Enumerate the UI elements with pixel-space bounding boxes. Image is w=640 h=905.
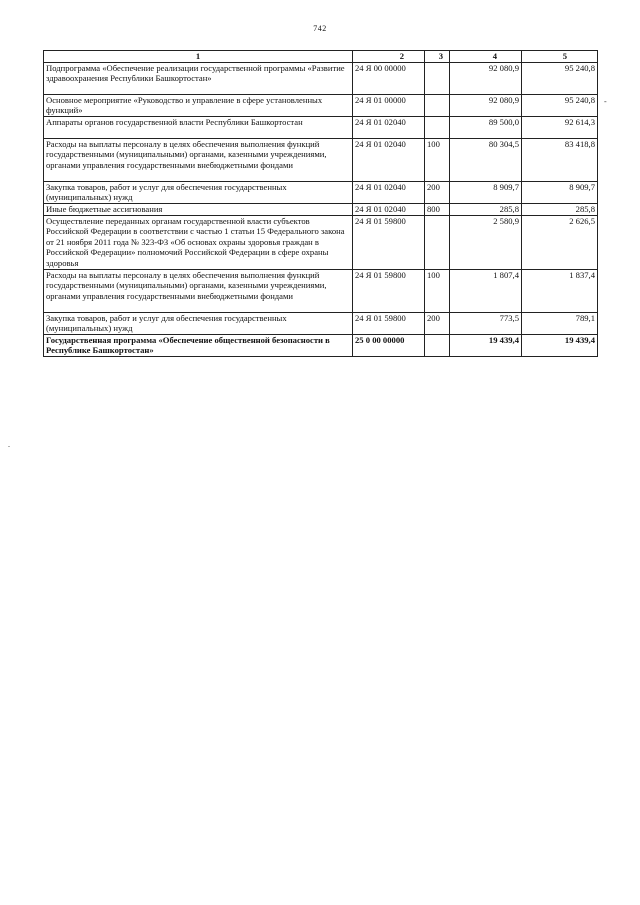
row-amount-col4: 80 304,5 <box>450 139 522 182</box>
row-amount-col4: 1 807,4 <box>450 270 522 313</box>
table-header-row <box>44 51 598 63</box>
row-name: Осуществление переданных органам государственной власти субъектов Российской Федерации в соответствии с частью 1 статьи 15 Федерального закона от 21 ноября 2011 года № 323-ФЗ «Об основах охраны здоровья граждан в Российской Федерации» полномочий Российской Федерации в сфере охраны здоровья <box>44 216 353 270</box>
row-amount-col4: 773,5 <box>450 313 522 335</box>
row-name: Подпрограмма «Обеспечение реализации государственной программы «Развитие здравоохранения Республики Башкортостан» <box>44 63 353 95</box>
row-type: 200 <box>425 182 450 204</box>
column-header-3: 3 <box>425 51 450 63</box>
row-amount-col4: 285,8 <box>450 204 522 216</box>
row-code: 24 Я 01 59800 <box>353 270 425 313</box>
table-body <box>44 63 598 357</box>
row-amount-col5: 789,1 <box>522 313 598 335</box>
row-type <box>425 216 450 270</box>
row-code: 25 0 00 00000 <box>353 335 425 357</box>
table-row <box>44 270 598 313</box>
row-amount-col4: 89 500,0 <box>450 117 522 139</box>
row-type: 200 <box>425 313 450 335</box>
row-amount-col4: 92 080,9 <box>450 63 522 95</box>
row-code: 24 Я 01 00000 <box>353 95 425 117</box>
table-row <box>44 139 598 182</box>
row-code: 24 Я 01 02040 <box>353 182 425 204</box>
column-header-1: 1 <box>44 51 353 63</box>
row-name: Закупка товаров, работ и услуг для обеспечения государственных (муниципальных) нужд <box>44 182 353 204</box>
row-code: 24 Я 01 59800 <box>353 313 425 335</box>
row-code: 24 Я 01 59800 <box>353 216 425 270</box>
row-type: 800 <box>425 204 450 216</box>
table-row <box>44 204 598 216</box>
row-type <box>425 95 450 117</box>
table-row <box>44 63 598 95</box>
row-amount-col5: 95 240,8 <box>522 63 598 95</box>
row-type <box>425 63 450 95</box>
row-code: 24 Я 01 02040 <box>353 204 425 216</box>
margin-mark-right: - <box>604 97 607 106</box>
column-header-5: 5 <box>522 51 598 63</box>
table-row <box>44 95 598 117</box>
table-row <box>44 117 598 139</box>
row-name: Основное мероприятие «Руководство и управление в сфере установленных функций» <box>44 95 353 117</box>
row-amount-col4: 19 439,4 <box>450 335 522 357</box>
row-type: 100 <box>425 139 450 182</box>
row-type: 100 <box>425 270 450 313</box>
row-code: 24 Я 01 02040 <box>353 117 425 139</box>
row-code: 24 Я 00 00000 <box>353 63 425 95</box>
row-amount-col4: 2 580,9 <box>450 216 522 270</box>
column-header-2: 2 <box>353 51 425 63</box>
row-name: Аппараты органов государственной власти Республики Башкортостан <box>44 117 353 139</box>
table-row <box>44 216 598 270</box>
row-name: Иные бюджетные ассигнования <box>44 204 353 216</box>
row-amount-col5: 83 418,8 <box>522 139 598 182</box>
row-name: Закупка товаров, работ и услуг для обеспечения государственных (муниципальных) нужд <box>44 313 353 335</box>
column-header-4: 4 <box>450 51 522 63</box>
row-type <box>425 117 450 139</box>
row-code: 24 Я 01 02040 <box>353 139 425 182</box>
row-amount-col5: 8 909,7 <box>522 182 598 204</box>
table-row <box>44 313 598 335</box>
page-number: 742 <box>313 24 327 33</box>
row-amount-col5: 1 837,4 <box>522 270 598 313</box>
row-amount-col4: 8 909,7 <box>450 182 522 204</box>
row-amount-col5: 95 240,8 <box>522 95 598 117</box>
row-amount-col5: 285,8 <box>522 204 598 216</box>
table-row <box>44 182 598 204</box>
row-name: Государственная программа «Обеспечение общественной безопасности в Республике Башкортостан» <box>44 335 353 357</box>
table-row <box>44 335 598 357</box>
row-amount-col5: 2 626,5 <box>522 216 598 270</box>
budget-table <box>43 50 598 357</box>
row-amount-col5: 19 439,4 <box>522 335 598 357</box>
row-type <box>425 335 450 357</box>
row-amount-col5: 92 614,3 <box>522 117 598 139</box>
margin-mark-left: . <box>8 440 10 449</box>
row-name: Расходы на выплаты персоналу в целях обеспечения выполнения функций государственными (муниципальными) органами, казенными учреждениями, органами управления государственными внебюджетными фондами <box>44 270 353 313</box>
row-amount-col4: 92 080,9 <box>450 95 522 117</box>
row-name: Расходы на выплаты персоналу в целях обеспечения выполнения функций государственными (муниципальными) органами, казенными учреждениями, органами управления государственными внебюджетными фондами <box>44 139 353 182</box>
